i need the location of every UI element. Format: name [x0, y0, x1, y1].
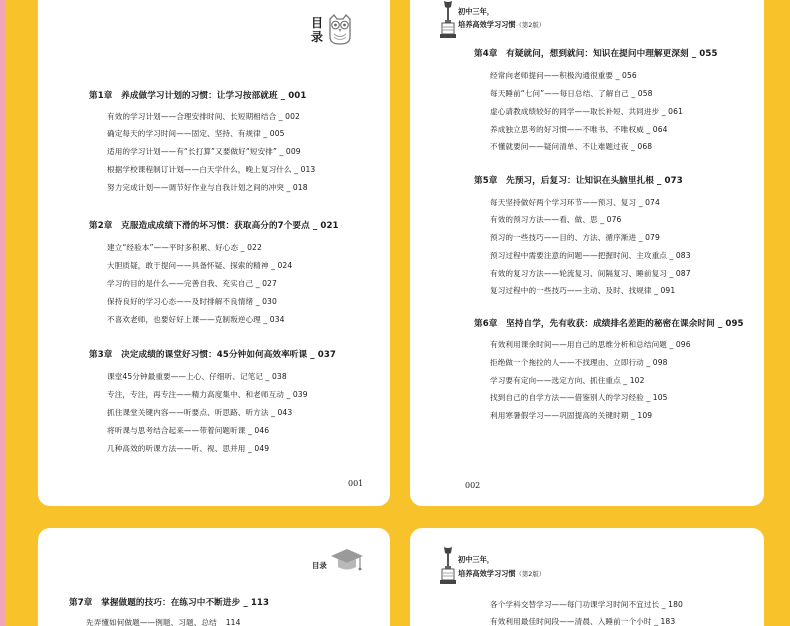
chapter-heading: 第3章 决定成绩的课堂好习惯：45分钟如何高效率听课 _ 037: [89, 350, 337, 360]
toc-entry: 不懂就要问——疑问清单、不让难题过夜 _ 068: [490, 142, 653, 151]
toc-entry: 复习过程中的一些技巧——主动、及时、找规律 _ 091: [490, 286, 676, 295]
running-header-line2: 培养高效学习习惯（第2版）: [458, 569, 546, 578]
toc-entry: 有效的复习方法——轮流复习、间隔复习、睡前复习 _ 087: [490, 269, 691, 278]
toc-entry: 专注，专注，再专注——精力高度集中、和老师互动 _ 039: [107, 390, 308, 399]
running-header-line1: 初中三年，: [458, 555, 494, 564]
toc-entry: 根据学校课程制订计划——白天学什么，晚上复习什么 _ 013: [107, 165, 316, 174]
toc-entry: 拒绝做一个拖拉的人——不找理由、立即行动 _ 098: [490, 358, 668, 367]
graduation-cap-icon: [330, 546, 364, 580]
running-header-line1: 初中三年，: [458, 7, 494, 16]
trophy-icon: [440, 0, 456, 40]
toc-entry: 将听课与思考结合起来——带着问题听课 _ 046: [107, 426, 270, 435]
toc-entry: 养成独立思考的好习惯——不唯书、不唯权威 _ 064: [490, 125, 668, 134]
toc-entry: 适用的学习计划——有“长打算”又要做好“短安排” _ 009: [107, 147, 301, 156]
toc-entry: 有效利用最佳时间段——清晨、入睡前一个小时 _ 183: [490, 617, 676, 626]
toc-entry: 不喜欢老师，也要好好上课——克制叛逆心理 _ 034: [107, 315, 285, 324]
toc-page-2: [410, 0, 764, 506]
toc-entry: 抓住课堂关键内容——听要点、听思路、听方法 _ 043: [107, 408, 293, 417]
running-header-line2: 培养高效学习习惯（第2版）: [458, 20, 546, 29]
chapter-heading: 第5章 先预习，后复习：让知识在头脑里扎根 _ 073: [474, 176, 683, 186]
toc-entry: 先弄懂如何做题——例题、习题、总结 _ 114: [86, 618, 241, 626]
pink-page-edge: [0, 0, 6, 626]
toc-entry: 建立“经验本”——平时多积累、好心态 _ 022: [107, 243, 262, 252]
toc-title: 目 录: [311, 16, 324, 44]
chapter-heading: 第6章 坚持自学，先有收获：成绩排名差距的秘密在课余时间 _ 095: [474, 319, 744, 329]
toc-entry: 努力完成计划——调节好作业与自我计划之间的冲突 _ 018: [107, 183, 308, 192]
chapter-heading: 第1章 养成做学习计划的习惯：让学习按部就班 _ 001: [89, 91, 307, 101]
toc-entry: 学习的目的是什么——完善自我、充实自己 _ 027: [107, 279, 277, 288]
toc-entry: 找到自己的自学方法——借鉴别人的学习经验 _ 105: [490, 393, 668, 402]
page-number: 002: [465, 481, 481, 490]
toc-page-1: [38, 0, 390, 506]
toc-entry: 大胆质疑，敢于提问——具备怀疑、探索的精神 _ 024: [107, 261, 293, 270]
toc-entry: 每天睡前“七问”——每日总结、了解自己 _ 058: [490, 89, 653, 98]
chapter-heading: 第2章 克服造成成绩下滑的坏习惯：获取高分的7个要点 _ 021: [89, 221, 339, 231]
toc-entry: 有效的学习计划——合理安排时间、长短期相结合 _ 002: [107, 112, 300, 121]
toc-entry: 有效利用课余时间——用自己的思维分析和总结问题 _ 096: [490, 340, 691, 349]
toc-entry: 经常向老师提问——积极沟通很重要 _ 056: [490, 71, 637, 80]
toc-entry: 课堂45分钟最重要——上心、仔细听、记笔记 _ 038: [107, 372, 287, 381]
toc-entry: 各个学科交替学习——每门功课学习时间不宜过长 _ 180: [490, 600, 683, 609]
toc-entry: 预习过程中需要注意的问题——把握时间、主攻重点 _ 083: [490, 251, 691, 260]
toc-entry: 利用寒暑假学习——巩固提高的关键时期 _ 109: [490, 411, 653, 420]
chapter-heading: 第4章 有疑就问，想到就问：知识在提问中理解更深刻 _ 055: [474, 49, 718, 59]
owl-icon: [327, 13, 353, 45]
page-number: 001: [348, 479, 364, 488]
toc-entry: 有效的预习方法——看、做、思 _ 076: [490, 215, 622, 224]
toc-entry: 确定每天的学习时间——固定、坚持、有规律 _ 005: [107, 129, 285, 138]
trophy-icon: [440, 546, 456, 586]
toc-entry: 保持良好的学习心态——及时排解不良情绪 _ 030: [107, 297, 277, 306]
toc-entry: 每天坚持做好两个学习环节——预习、复习 _ 074: [490, 198, 660, 207]
toc-entry: 预习的一些技巧——目的、方法、循序渐进 _ 079: [490, 233, 660, 242]
toc-entry: 虚心请教成绩较好的同学——取长补短、共同进步 _ 061: [490, 107, 683, 116]
toc-page-4: [410, 528, 764, 626]
toc-entry: 几种高效的听课方法——听、视、思并用 _ 049: [107, 444, 270, 453]
chapter-heading: 第7章 掌握做题的技巧：在练习中不断进步 _ 113: [69, 598, 270, 608]
toc-page-3: [38, 528, 390, 626]
toc-title: 目录: [312, 561, 327, 570]
toc-entry: 学习要有定向——选定方向、抓住重点 _ 102: [490, 376, 645, 385]
